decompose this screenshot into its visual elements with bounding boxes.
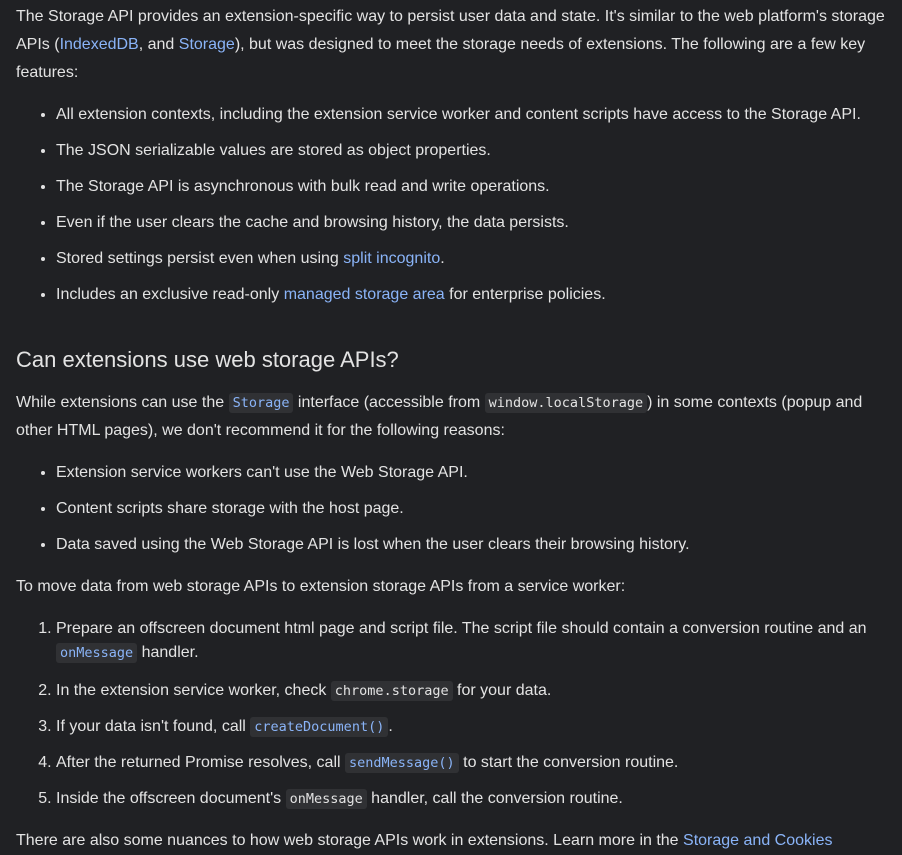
send-message-code-link[interactable]: sendMessage() (345, 753, 459, 773)
storage-code-link[interactable]: Storage (229, 393, 294, 413)
feature-text: for enterprise policies. (444, 286, 606, 303)
reason-text: Extension service workers can't use the Web Storage API. (56, 464, 468, 481)
intro-text-1: The Storage API provides an extension-specific way to persist user data and state. It's similar to the web platform's storage APIs ( (16, 8, 885, 53)
list-item (56, 173, 886, 201)
reasons-list (16, 459, 886, 559)
list-item (56, 531, 886, 559)
list-item (56, 209, 886, 237)
step-text: After the returned Promise resolves, call (56, 754, 346, 771)
intro-text-3: ), but was designed to meet the storage needs of extensions. The following are a few key features: (16, 36, 866, 81)
section-heading: Can extensions use web storage APIs? (16, 347, 399, 372)
localstorage-code: window.localStorage (485, 393, 647, 413)
list-item (56, 101, 886, 129)
feature-text: The JSON serializable values are stored as object properties. (56, 142, 491, 159)
reason-text: Content scripts share storage with the host page. (56, 500, 404, 517)
features-list (16, 101, 886, 309)
paragraph-text: While extensions can use the (16, 394, 229, 411)
steps-list (16, 615, 886, 813)
feature-text: Even if the user clears the cache and browsing history, the data persists. (56, 214, 569, 231)
step-text: to start the conversion routine. (458, 754, 679, 771)
feature-text: All extension contexts, including the extension service worker and content scripts have access to the Storage API. (56, 106, 861, 123)
list-item (56, 459, 886, 487)
storage-link[interactable]: Storage (178, 36, 235, 53)
storage-and-cookies-link[interactable]: Storage and Cookies (683, 832, 833, 849)
create-document-code-link[interactable]: createDocument() (250, 717, 388, 737)
feature-text: The Storage API is asynchronous with bulk read and write operations. (56, 178, 550, 195)
article-body (16, 3, 886, 855)
list-item (56, 749, 886, 777)
intro-text-2: , and (138, 36, 179, 53)
list-item (56, 137, 886, 165)
split-incognito-link[interactable]: split incognito (343, 250, 441, 267)
step-text: handler. (137, 644, 199, 661)
list-item (56, 677, 886, 705)
outro-text: There are also some nuances to how web storage APIs work in extensions. Learn more in the (16, 832, 684, 849)
step-text: for your data. (452, 682, 552, 699)
list-item (56, 615, 886, 665)
list-item (56, 785, 886, 813)
indexeddb-link[interactable]: IndexedDB (59, 36, 139, 53)
feature-text: Stored settings persist even when using (56, 250, 344, 267)
step-text: If your data isn't found, call (56, 718, 251, 735)
list-item (56, 281, 886, 309)
step-text: handler, call the conversion routine. (366, 790, 623, 807)
onmessage-code: onMessage (286, 789, 367, 809)
step-text: Prepare an offscreen document html page and script file. The script file should contain a conversion routine and an (56, 620, 867, 637)
reason-text: Data saved using the Web Storage API is lost when the user clears their browsing history. (56, 536, 690, 553)
outro-paragraph (16, 827, 886, 855)
step-text: Inside the offscreen document's (56, 790, 286, 807)
web-storage-paragraph (16, 389, 886, 445)
step-text: In the extension service worker, check (56, 682, 331, 699)
managed-storage-area-link[interactable]: managed storage area (283, 286, 445, 303)
list-item (56, 245, 886, 273)
step-text: . (388, 718, 393, 735)
move-data-paragraph: To move data from web storage APIs to extension storage APIs from a service worker: (16, 578, 626, 595)
feature-text: Includes an exclusive read-only (56, 286, 284, 303)
list-item (56, 713, 886, 741)
onmessage-code-link[interactable]: onMessage (56, 643, 137, 663)
paragraph-text: interface (accessible from (293, 394, 485, 411)
intro-paragraph (16, 3, 886, 87)
chrome-storage-code: chrome.storage (331, 681, 453, 701)
list-item (56, 495, 886, 523)
feature-text: . (440, 250, 445, 267)
paragraph-text: ) in some contexts (popup and other HTML pages), we don't recommend it for the following reasons: (16, 394, 863, 439)
